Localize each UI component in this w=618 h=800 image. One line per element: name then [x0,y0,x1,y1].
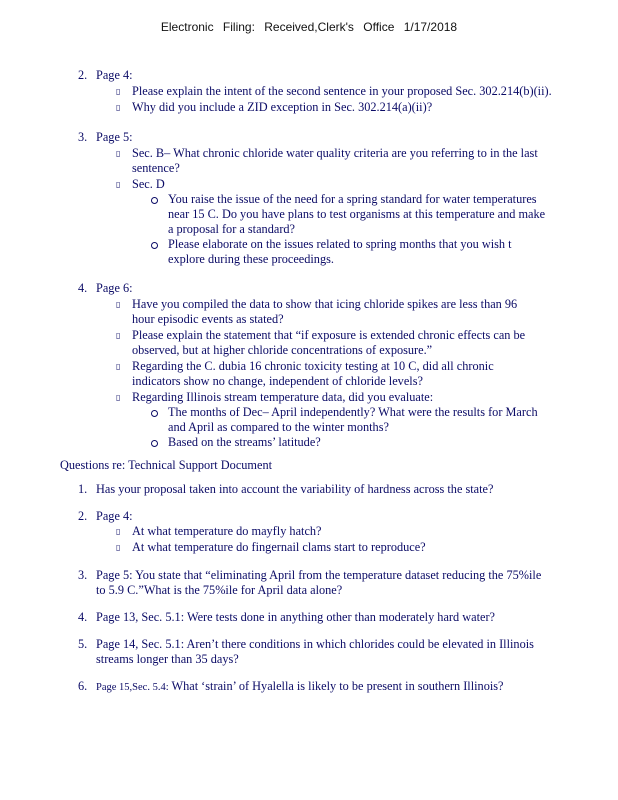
item-title: Page 6: [96,281,133,295]
sub-bullet-text: Please elaborate on the issues related to spring months that you wish t [168,237,512,251]
bullet-text: sentence? [132,161,180,175]
item-number: 4. [78,610,88,624]
bullet-text: Have you compiled the data to show that icing chloride spikes are less than 96 [132,297,518,311]
square-bullet-icon: ▯ [116,393,121,402]
item-number: 1. [78,482,88,496]
square-bullet-icon: ▯ [116,149,121,158]
item-number: 2. [78,509,88,523]
item-title: Page 4: [96,509,133,523]
section-heading: Questions re: Technical Support Document [60,458,273,472]
square-bullet-icon: ▯ [116,180,121,189]
circle-bullet-icon [151,410,158,417]
circle-bullet-icon [151,440,158,447]
square-bullet-icon: ▯ [116,543,121,552]
question-text: Page 14, Sec. 5.1: Aren’t there conditions in which chlorides could be elevated in Illinois [96,637,534,651]
item-title: Page 4: [96,68,133,82]
bullet-text: hour episodic events as stated? [132,312,284,326]
item-title: Page 5: [96,130,133,144]
circle-bullet-icon [151,197,158,204]
question-text: Has your proposal taken into account the variability of hardness across the state? [96,482,494,496]
square-bullet-icon: ▯ [116,362,121,371]
item-number: 6. [78,679,88,693]
item-number: 5. [78,637,88,651]
bullet-text: Regarding the C. dubia 16 chronic toxicity testing at 10 C, did all chronic [132,359,494,373]
question-text: streams longer than 35 days? [96,652,239,666]
bullet-text: Regarding Illinois stream temperature data, did you evaluate: [132,390,434,404]
item-number: 2. [78,68,88,82]
item-number: 4. [78,281,88,295]
bullet-text: indicators show no change, independent of chloride levels? [132,374,423,388]
square-bullet-icon: ▯ [116,103,121,112]
bullet-text: Please explain the statement that “if exposure is extended chronic effects can be [132,328,526,342]
sub-bullet-text: The months of Dec– April independently? What were the results for March [168,405,538,419]
question-text: Page 5: You state that “eliminating April from the temperature dataset reducing the 75%ile [96,568,542,582]
square-bullet-icon: ▯ [116,527,121,536]
bullet-text: Sec. B– What chronic chloride water quality criteria are you referring to in the last [132,146,538,160]
bullet-text: At what temperature do fingernail clams start to reproduce? [132,540,426,554]
item-number: 3. [78,130,88,144]
bullet-text: observed, but at higher chloride concentrations of exposure.” [132,343,433,357]
question-text: to 5.9 C.”What is the 75%ile for April data alone? [96,583,343,597]
bullet-text: Sec. D [132,177,165,191]
sub-bullet-text: You raise the issue of the need for a spring standard for water temperatures [168,192,537,206]
item-number: 3. [78,568,88,582]
square-bullet-icon: ▯ [116,87,121,96]
bullet-text: Please explain the intent of the second sentence in your proposed Sec. 302.214(b)(ii). [132,84,552,98]
circle-bullet-icon [151,242,158,249]
bullet-text: Why did you include a ZID exception in Sec. 302.214(a)(ii)? [132,100,433,114]
sub-bullet-text: a proposal for a standard? [168,222,296,236]
sub-bullet-text: and April as compared to the winter months? [168,420,389,434]
sub-bullet-text: explore during these proceedings. [168,252,334,266]
sub-bullet-text: Based on the streams’ latitude? [168,435,321,449]
filing-header: Electronic Filing: Received,Clerk's Office 1/17/2018 [160,20,458,34]
sub-bullet-text: near 15 C. Do you have plans to test organisms at this temperature and make [168,207,546,221]
square-bullet-icon: ▯ [116,331,121,340]
bullet-text: At what temperature do mayfly hatch? [132,524,322,538]
question-text: Page 13, Sec. 5.1: Were tests done in anything other than moderately hard water? [96,610,495,624]
square-bullet-icon: ▯ [116,300,121,309]
question-text [96,679,504,695]
page-reference: Page 15,Sec. 5.4: [96,682,169,693]
question-body: What ‘strain’ of Hyalella is likely to be present in southern Illinois? [168,679,504,693]
